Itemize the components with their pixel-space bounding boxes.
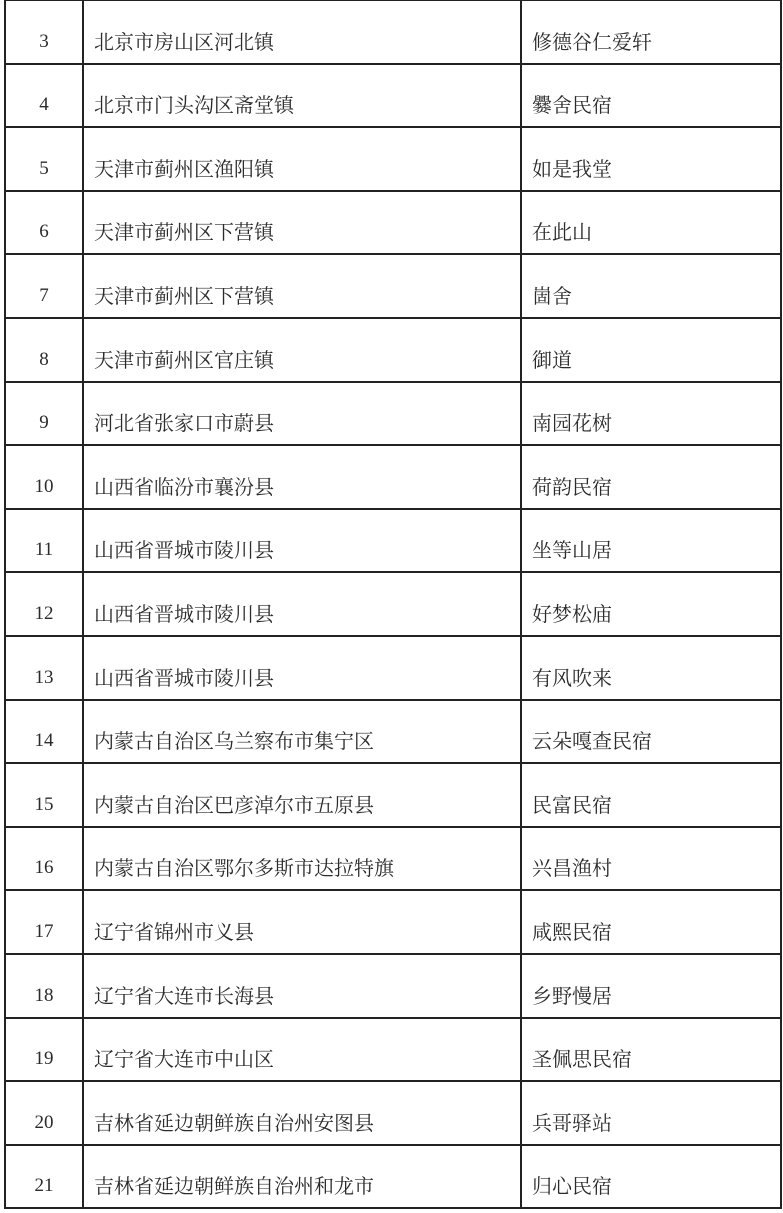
row-location: 河北省张家口市蔚县 xyxy=(83,382,521,446)
row-number: 11 xyxy=(5,509,83,573)
row-location: 天津市蓟州区下营镇 xyxy=(83,191,521,255)
table-row xyxy=(5,445,781,509)
row-number: 14 xyxy=(5,700,83,764)
row-location: 山西省晋城市陵川县 xyxy=(83,509,521,573)
row-location: 山西省临汾市襄汾县 xyxy=(83,445,521,509)
row-homestay-name: 好梦松庙 xyxy=(521,572,781,636)
row-number: 15 xyxy=(5,763,83,827)
row-homestay-name: 兵哥驿站 xyxy=(521,1081,781,1145)
row-homestay-name: 御道 xyxy=(521,318,781,382)
row-homestay-name: 在此山 xyxy=(521,191,781,255)
row-location: 吉林省延边朝鲜族自治州安图县 xyxy=(83,1081,521,1145)
table-row xyxy=(5,127,781,191)
table-row xyxy=(5,64,781,128)
row-homestay-name: 修德谷仁爱轩 xyxy=(521,0,781,64)
table-body xyxy=(5,0,781,1208)
table-row xyxy=(5,1145,781,1209)
row-homestay-name: 爨舍民宿 xyxy=(521,64,781,128)
table-row xyxy=(5,254,781,318)
row-number: 16 xyxy=(5,827,83,891)
row-location: 内蒙古自治区乌兰察布市集宁区 xyxy=(83,700,521,764)
row-number: 21 xyxy=(5,1145,83,1209)
row-homestay-name: 圣佩思民宿 xyxy=(521,1018,781,1082)
row-homestay-name: 有风吹来 xyxy=(521,636,781,700)
row-number: 6 xyxy=(5,191,83,255)
row-number: 5 xyxy=(5,127,83,191)
row-number: 3 xyxy=(5,0,83,64)
row-homestay-name: 崮舍 xyxy=(521,254,781,318)
row-homestay-name: 云朵嘎查民宿 xyxy=(521,700,781,764)
row-number: 12 xyxy=(5,572,83,636)
table-row xyxy=(5,1018,781,1082)
row-number: 7 xyxy=(5,254,83,318)
row-location: 山西省晋城市陵川县 xyxy=(83,572,521,636)
row-number: 4 xyxy=(5,64,83,128)
row-homestay-name: 如是我堂 xyxy=(521,127,781,191)
table-row xyxy=(5,700,781,764)
homestay-table xyxy=(4,0,782,1209)
row-homestay-name: 南园花树 xyxy=(521,382,781,446)
row-location: 北京市门头沟区斋堂镇 xyxy=(83,64,521,128)
row-homestay-name: 咸熙民宿 xyxy=(521,890,781,954)
table-row xyxy=(5,191,781,255)
table-row xyxy=(5,954,781,1018)
table-row xyxy=(5,890,781,954)
row-homestay-name: 民富民宿 xyxy=(521,763,781,827)
row-location: 天津市蓟州区下营镇 xyxy=(83,254,521,318)
row-number: 13 xyxy=(5,636,83,700)
row-number: 17 xyxy=(5,890,83,954)
row-location: 辽宁省大连市中山区 xyxy=(83,1018,521,1082)
row-location: 内蒙古自治区鄂尔多斯市达拉特旗 xyxy=(83,827,521,891)
row-number: 9 xyxy=(5,382,83,446)
row-location: 北京市房山区河北镇 xyxy=(83,0,521,64)
table-row xyxy=(5,318,781,382)
row-location: 天津市蓟州区官庄镇 xyxy=(83,318,521,382)
table-row xyxy=(5,1081,781,1145)
row-location: 内蒙古自治区巴彦淖尔市五原县 xyxy=(83,763,521,827)
row-homestay-name: 兴昌渔村 xyxy=(521,827,781,891)
table-row xyxy=(5,0,781,64)
row-number: 20 xyxy=(5,1081,83,1145)
row-homestay-name: 归心民宿 xyxy=(521,1145,781,1209)
row-homestay-name: 荷韵民宿 xyxy=(521,445,781,509)
row-location: 辽宁省锦州市义县 xyxy=(83,890,521,954)
row-location: 辽宁省大连市长海县 xyxy=(83,954,521,1018)
row-number: 19 xyxy=(5,1018,83,1082)
table-row xyxy=(5,763,781,827)
row-homestay-name: 乡野慢居 xyxy=(521,954,781,1018)
row-number: 18 xyxy=(5,954,83,1018)
table-row xyxy=(5,827,781,891)
table-row xyxy=(5,572,781,636)
table-row xyxy=(5,636,781,700)
row-homestay-name: 坐等山居 xyxy=(521,509,781,573)
row-location: 吉林省延边朝鲜族自治州和龙市 xyxy=(83,1145,521,1209)
row-number: 8 xyxy=(5,318,83,382)
row-location: 山西省晋城市陵川县 xyxy=(83,636,521,700)
row-number: 10 xyxy=(5,445,83,509)
table-row xyxy=(5,382,781,446)
row-location: 天津市蓟州区渔阳镇 xyxy=(83,127,521,191)
table-row xyxy=(5,509,781,573)
